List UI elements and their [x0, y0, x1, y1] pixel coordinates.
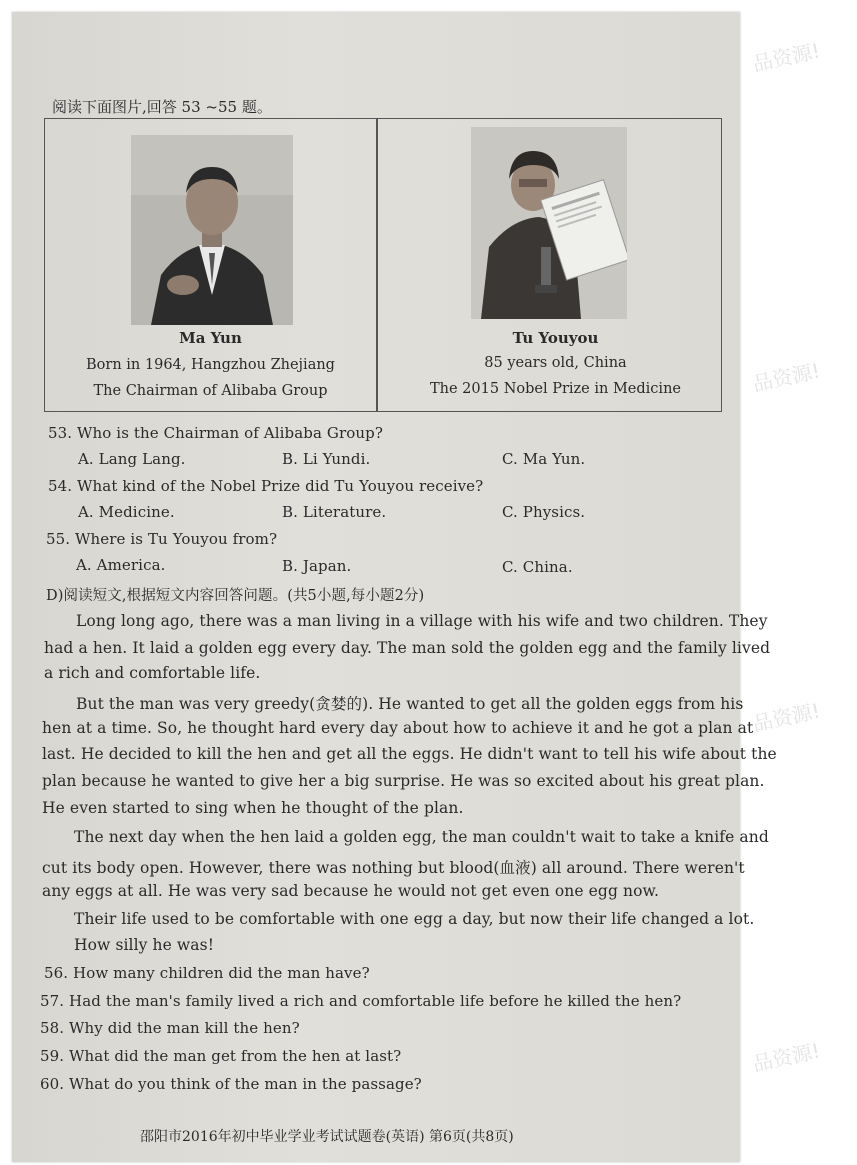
intro-instruction: 阅读下面图片,回答 53 ~55 题。: [52, 98, 272, 116]
passage-line: Their life used to be comfortable with one egg a day, but now their life changed a lot.: [74, 910, 755, 928]
passage-line: cut its body open. However, there was nothing but blood(血液) all around. There weren't: [42, 859, 745, 877]
tu-youyou-prize: The 2015 Nobel Prize in Medicine: [429, 381, 681, 397]
question-54: 54. What kind of the Nobel Prize did Tu Youyou receive?: [48, 477, 484, 495]
question-58: 58. Why did the man kill the hen?: [40, 1019, 300, 1037]
q54-option-b: B. Literature.: [282, 503, 387, 521]
q55-option-a: A. America.: [76, 556, 166, 574]
passage-line: a rich and comfortable life.: [44, 664, 261, 682]
table-divider: [376, 119, 378, 411]
watermark: 品资源!: [750, 698, 823, 737]
passage-line: Long long ago, there was a man living in a village with his wife and two children. They: [76, 612, 768, 630]
question-56: 56. How many children did the man have?: [44, 964, 370, 982]
ma-yun-title: The Chairman of Alibaba Group: [93, 383, 328, 399]
q54-option-c: C. Physics.: [502, 503, 586, 521]
passage-line: last. He decided to kill the hen and get all the eggs. He didn't want to tell his wife about the: [42, 745, 777, 763]
q53-option-a: A. Lang Lang.: [78, 450, 186, 468]
section-d-heading: D)阅读短文,根据短文内容回答问题。(共5小题,每小题2分): [46, 588, 425, 604]
tu-youyou-name: Tu Youyou: [512, 329, 599, 347]
passage-line: had a hen. It laid a golden egg every day. The man sold the golden egg and the family lived: [44, 639, 771, 657]
passage-line: plan because he wanted to give her a big surprise. He was so excited about his great plan.: [42, 772, 765, 790]
picture-table: [44, 118, 722, 412]
watermark: 品资源!: [750, 38, 823, 77]
q55-option-b: B. Japan.: [282, 557, 352, 575]
question-60: 60. What do you think of the man in the passage?: [40, 1075, 422, 1093]
passage-line: The next day when the hen laid a golden egg, the man couldn't wait to take a knife and: [74, 828, 769, 846]
q55-option-c: C. China.: [502, 558, 573, 576]
passage-line: How silly he was!: [74, 936, 215, 954]
ma-yun-name: Ma Yun: [179, 329, 242, 347]
q53-option-b: B. Li Yundi.: [282, 450, 371, 468]
question-53: 53. Who is the Chairman of Alibaba Group?: [48, 424, 383, 442]
passage-line: But the man was very greedy(贪婪的). He wanted to get all the golden eggs from his: [76, 695, 744, 713]
question-55: 55. Where is Tu Youyou from?: [46, 530, 278, 548]
passage-line: any eggs at all. He was very sad because he would not get even one egg now.: [42, 882, 660, 900]
q53-option-c: C. Ma Yun.: [502, 450, 586, 468]
question-57: 57. Had the man's family lived a rich and comfortable life before he killed the hen?: [40, 992, 682, 1010]
page-footer: 邵阳市2016年初中毕业学业考试试题卷(英语) 第6页(共8页): [140, 1129, 514, 1145]
q54-option-a: A. Medicine.: [78, 503, 175, 521]
question-59: 59. What did the man get from the hen at last?: [40, 1047, 402, 1065]
ma-yun-birth: Born in 1964, Hangzhou Zhejiang: [86, 357, 335, 373]
ma-yun-photo: [131, 135, 293, 325]
tu-youyou-age: 85 years old, China: [484, 355, 627, 371]
watermark: 品资源!: [750, 1038, 823, 1077]
watermark: 品资源!: [750, 358, 823, 397]
passage-line: hen at a time. So, he thought hard every day about how to achieve it and he got a plan at: [42, 719, 754, 737]
tu-youyou-photo: [471, 127, 627, 319]
passage-line: He even started to sing when he thought of the plan.: [42, 799, 464, 817]
